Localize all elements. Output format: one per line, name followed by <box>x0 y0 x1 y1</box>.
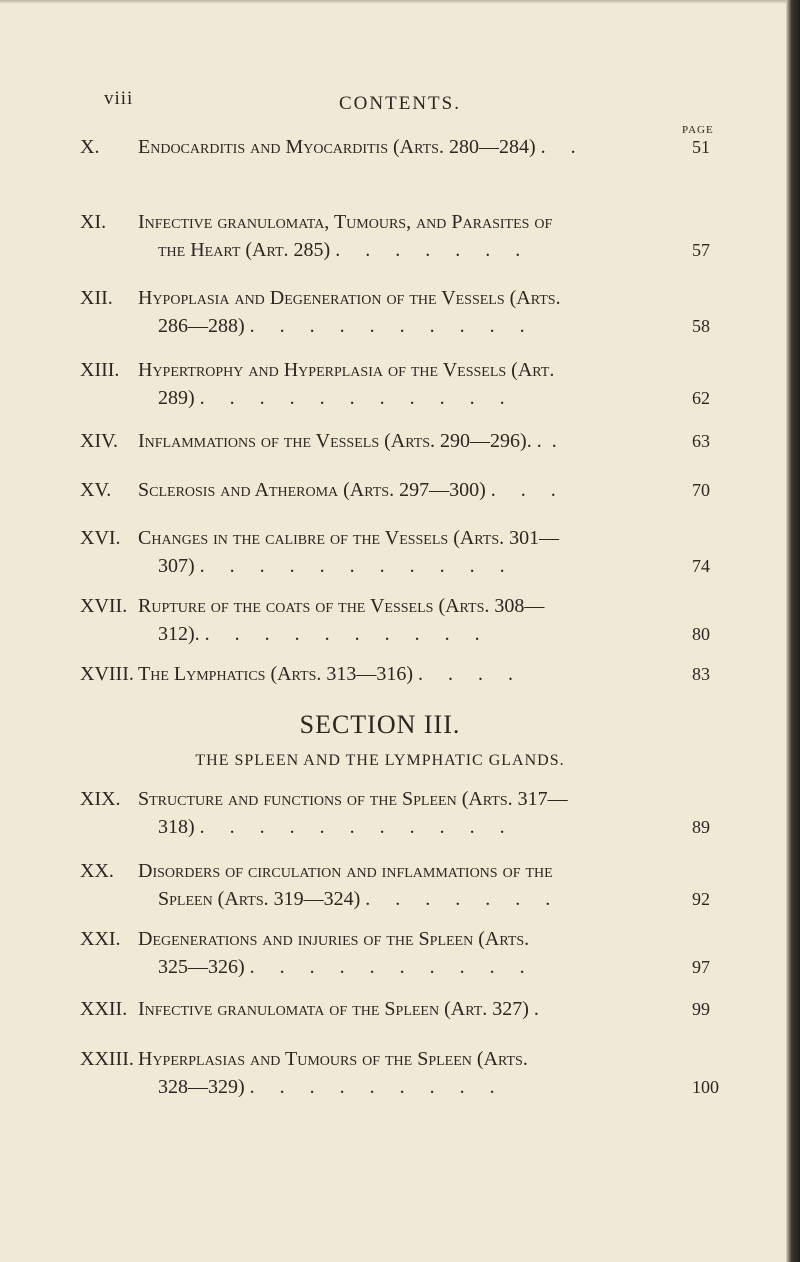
chapter-number: XVIII. <box>80 663 134 685</box>
leader-dots: . . . . . . . <box>365 888 561 910</box>
entry-continuation-line <box>80 236 720 264</box>
entry-first-line <box>80 284 720 312</box>
chapter-number: XXIII. <box>80 1048 134 1070</box>
leader-dots: .. <box>536 430 567 452</box>
page-top-edge <box>0 0 800 4</box>
page-number: 58 <box>692 316 710 336</box>
chapter-title: Structure and functions of the Spleen (Arts. 317— <box>138 788 568 810</box>
leader-dots: . . . . . . . . . . <box>249 956 535 978</box>
chapter-title-continued: 318) <box>158 816 195 838</box>
entry-first-line <box>80 476 720 504</box>
chapter-number: XV. <box>80 479 112 501</box>
chapter-title-continued: 325—326) <box>158 956 245 978</box>
chapter-title: Inflammations of the Vessels (Arts. 290—296). <box>138 430 532 452</box>
entry-first-line <box>80 1045 720 1073</box>
chapter-title-continued: Spleen (Arts. 319—324) <box>158 888 361 910</box>
chapter-title-continued: 312). <box>158 623 200 645</box>
entry-first-line <box>80 592 720 620</box>
entry-continuation-line <box>80 312 720 340</box>
entry-continuation-line <box>80 552 720 580</box>
contents-entry <box>80 592 720 648</box>
page-number: 83 <box>692 664 710 684</box>
chapter-title: Hypoplasia and Degeneration of the Vessels (Arts. <box>138 287 561 309</box>
chapter-number: XX. <box>80 860 114 882</box>
chapter-number: XIV. <box>80 430 118 452</box>
entry-first-line <box>80 524 720 552</box>
page-number: 51 <box>692 137 710 157</box>
page-number: 74 <box>692 556 710 576</box>
contents-entry <box>80 925 720 981</box>
chapter-title: Endocarditis and Myocarditis (Arts. 280—284) <box>138 136 536 158</box>
chapter-number: XI. <box>80 211 107 233</box>
entry-first-line <box>80 925 720 953</box>
contents-entry <box>80 524 720 580</box>
contents-entry <box>80 785 720 841</box>
chapter-number: XVII. <box>80 595 128 617</box>
section-title: SECTION III. <box>299 710 461 739</box>
leader-dots: . . <box>540 136 586 158</box>
entry-first-line <box>80 857 720 885</box>
chapter-number: XII. <box>80 287 113 309</box>
page-binding-edge <box>786 0 800 1262</box>
chapter-number: XVI. <box>80 527 121 549</box>
chapter-title: Hypertrophy and Hyperplasia of the Vessels (Art. <box>138 359 555 381</box>
page-number: 99 <box>692 999 710 1019</box>
contents-entry <box>80 995 720 1023</box>
leader-dots: . . . . . . . . . . <box>204 623 490 645</box>
chapter-number: XXII. <box>80 998 128 1020</box>
running-head: CONTENTS. <box>339 93 461 114</box>
entry-continuation-line <box>80 384 720 412</box>
chapter-title: Infective granulomata, Tumours, and Parasites of <box>138 211 553 233</box>
contents-entry <box>80 356 720 412</box>
contents-entry <box>80 857 720 913</box>
entry-continuation-line <box>80 1073 720 1101</box>
entry-first-line <box>80 660 720 688</box>
entry-first-line <box>80 995 720 1023</box>
page-number: 63 <box>692 431 710 451</box>
contents-entry <box>80 133 720 161</box>
chapter-title: Infective granulomata of the Spleen (Art. 327) <box>138 998 529 1020</box>
contents-entry <box>80 1045 720 1101</box>
page-column-heading: PAGE <box>682 124 714 136</box>
chapter-title-continued: 286—288) <box>158 315 245 337</box>
contents-entry <box>80 208 720 264</box>
chapter-title: The Lymphatics (Arts. 313—316) <box>138 663 414 685</box>
page-number: 70 <box>692 480 710 500</box>
page-number: 57 <box>692 240 710 260</box>
entry-continuation-line <box>80 620 720 648</box>
entry-continuation-line <box>80 885 720 913</box>
entry-continuation-line <box>80 813 720 841</box>
page-number: 100 <box>692 1077 719 1097</box>
chapter-title-continued: 289) <box>158 387 195 409</box>
leader-dots: . . . . . . . <box>335 239 531 261</box>
chapter-number: XXI. <box>80 928 121 950</box>
contents-entry <box>80 427 720 455</box>
entry-first-line <box>80 133 720 161</box>
chapter-title: Rupture of the coats of the Vessels (Arts. 308— <box>138 595 545 617</box>
page-number: 89 <box>692 817 710 837</box>
contents-entry <box>80 660 720 688</box>
leader-dots: . . . . . . . . . . <box>249 315 535 337</box>
chapter-title: Changes in the calibre of the Vessels (Arts. 301— <box>138 527 560 549</box>
entry-continuation-line <box>80 953 720 981</box>
leader-dots: . . . . <box>418 663 524 685</box>
leader-dots: . . . . . . . . . <box>249 1076 505 1098</box>
leader-dots: . . . . . . . . . . . <box>199 387 515 409</box>
chapter-number: X. <box>80 136 100 158</box>
chapter-title-continued: the Heart (Art. 285) <box>158 239 331 261</box>
entry-first-line <box>80 427 720 455</box>
page-folio: viii <box>104 88 134 109</box>
page-number: 80 <box>692 624 710 644</box>
contents-entry <box>80 476 720 504</box>
chapter-number: XIX. <box>80 788 121 810</box>
entry-first-line <box>80 208 720 236</box>
chapter-title-continued: 307) <box>158 555 195 577</box>
contents-entry <box>80 284 720 340</box>
leader-dots: . . . <box>490 479 566 501</box>
chapter-title-continued: 328—329) <box>158 1076 245 1098</box>
entry-first-line <box>80 356 720 384</box>
chapter-title: Hyperplasias and Tumours of the Spleen (Arts. <box>138 1048 528 1070</box>
chapter-title: Sclerosis and Atheroma (Arts. 297—300) <box>138 479 486 501</box>
entry-first-line <box>80 785 720 813</box>
chapter-title: Degenerations and injuries of the Spleen (Arts. <box>138 928 530 950</box>
page-number: 97 <box>692 957 710 977</box>
page-number: 62 <box>692 388 710 408</box>
leader-dots: . . . . . . . . . . . <box>199 555 515 577</box>
chapter-number: XIII. <box>80 359 120 381</box>
chapter-title: Disorders of circulation and inflammations of the <box>138 860 553 882</box>
leader-dots: . . . . . . . . . . . <box>199 816 515 838</box>
page-number: 92 <box>692 889 710 909</box>
leader-dots: . <box>533 998 549 1020</box>
section-subtitle: THE SPLEEN AND THE LYMPHATIC GLANDS. <box>195 752 565 769</box>
